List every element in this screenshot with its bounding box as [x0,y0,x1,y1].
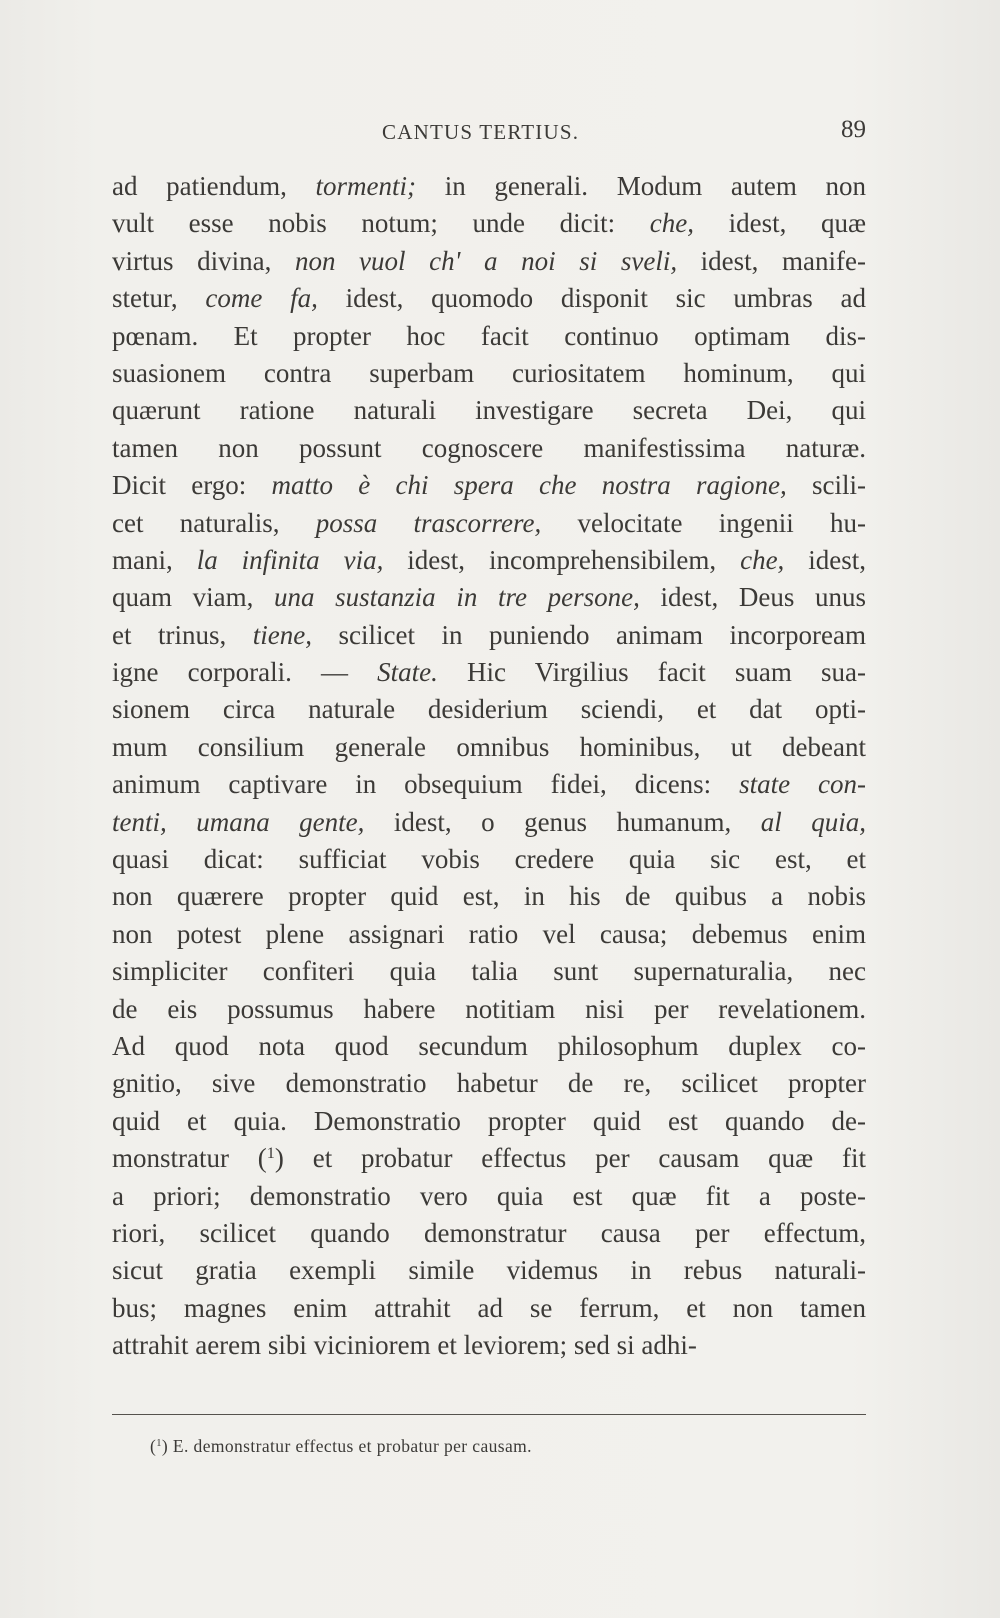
text-segment: idest, quomodo disponit sic umbras ad [317,283,866,314]
italic-quote: tormenti; [315,171,417,201]
text-segment: a priori; demonstratio vero quia est quæ fit a poste- [112,1180,866,1211]
text-segment: virtus divina, [112,245,295,276]
text-line [112,841,866,878]
text-segment: non quærere propter quid est, in his de quibus a nobis [112,881,866,912]
text-segment: idest, o genus humanum, [364,806,761,837]
text-segment: Dicit ergo: [112,470,272,501]
text-segment: mum consilium generale omnibus hominibus, ut debeant [112,731,866,762]
text-segment: ad patiendum, [112,171,316,201]
text-segment: monstratur ( [112,1143,267,1174]
text-segment: idest, [784,544,866,575]
text-line [112,878,866,915]
text-line [112,729,866,766]
body-text [112,168,866,1365]
text-line [112,991,866,1028]
italic-quote: non vuol ch' a noi si sveli, [294,245,678,276]
text-segment: sionem circa naturale desiderium sciendi, et dat opti- [112,694,866,725]
text-segment: de eis possumus habere notitiam nisi per revelationem. [112,993,866,1024]
italic-quote: State. [377,657,438,688]
footnote-ref: 1 [266,1144,275,1163]
text-line [112,617,866,654]
text-segment: sicut gratia exempli simile videmus in rebus naturali- [112,1255,866,1286]
text-line [112,243,866,280]
page-number: 89 [841,116,866,143]
italic-quote: come fa, [205,283,318,314]
italic-quote: che, [649,208,694,239]
text-line [112,467,866,504]
text-segment: velocitate ingenii hu- [541,507,866,538]
text-segment: gnitio, sive demonstratio habetur de re, scilicet propter [112,1068,866,1099]
text-line [112,505,866,542]
text-segment: Ad quod nota quod secundum philosophum duplex co- [112,1030,866,1061]
text-line [112,1327,866,1364]
text-segment: cet naturalis, [112,507,316,538]
text-segment: Hic Virgilius facit suam sua- [437,657,866,688]
text-segment: idest, Deus unus [639,582,866,613]
text-line [112,1215,866,1252]
text-segment: tamen non possunt cognoscere manifestissima naturæ. [112,432,866,463]
text-line [112,430,866,467]
text-segment: in generali. Modum autem non [416,171,866,201]
text-segment: attrahit aerem sibi viciniorem et leviorem; sed si adhi- [112,1330,697,1361]
text-line [112,318,866,355]
text-segment: mani, [112,544,197,575]
italic-quote: al quia, [760,806,866,837]
text-line [112,1178,866,1215]
text-segment: idest, incomprehensibilem, [383,544,741,575]
text-line [112,392,866,429]
text-line [112,205,866,242]
italic-quote: possa trascorrere, [315,507,542,538]
text-line [112,1290,866,1327]
text-segment: stetur, [112,283,206,314]
text-segment: ) et probatur effectus per causam quæ fit [274,1143,866,1174]
text-line [112,691,866,728]
running-head-title: CANTUS TERTIUS. [382,120,580,144]
italic-quote: tenti, umana gente, [112,806,365,837]
text-line [112,1065,866,1102]
text-line [112,1103,866,1140]
text-segment: pœnam. Et propter hoc facit continuo optimam dis- [112,320,866,351]
italic-quote: matto è chi spera che nostra ragione, [271,470,787,501]
text-line [112,1140,866,1177]
italic-quote: state con- [739,769,866,800]
text-line [112,280,866,317]
text-line [112,953,866,990]
italic-quote: la infinita via, [196,544,384,575]
text-segment: quærunt ratione naturali investigare secreta Dei, qui [112,395,866,426]
text-line [112,916,866,953]
text-segment: animum captivare in obsequium fidei, dicens: [112,769,740,800]
text-segment: riori, scilicet quando demonstratur causa per effectum, [112,1217,866,1248]
text-segment: idest, quæ [693,208,866,239]
footnote-rule [112,1414,866,1415]
text-segment: bus; magnes enim attrahit ad se ferrum, et non tamen [112,1292,866,1323]
text-segment: quid et quia. Demonstratio propter quid est quando de- [112,1105,866,1136]
italic-quote: tiene, [252,619,313,650]
text-segment: vult esse nobis notum; unde dicit: [112,208,650,239]
running-head [112,116,866,150]
text-line [112,766,866,803]
text-line [112,804,866,841]
text-line [112,579,866,616]
footnote: ($^1$) E. demonstratur effectus et probatur per causam. [150,1436,532,1456]
italic-quote: una sustanzia in tre persone, [274,582,640,613]
text-line [112,542,866,579]
text-line [112,654,866,691]
text-segment: quam viam, [112,582,275,613]
text-segment: scilicet in puniendo animam incorpoream [312,619,866,650]
footnote-text: E. demonstratur effectus et probatur per causam. [172,1436,532,1456]
text-line [112,168,866,205]
text-segment: et trinus, [112,619,253,650]
text-segment: igne corporali. — [112,657,378,688]
text-line [112,1028,866,1065]
text-segment: quasi dicat: sufficiat vobis credere quia sic est, et [112,844,866,875]
text-line [112,355,866,392]
italic-quote: che, [740,544,785,575]
text-segment: suasionem contra superbam curiositatem hominum, qui [112,357,866,388]
text-segment: scili- [786,470,866,501]
text-segment: simpliciter confiteri quia talia sunt supernaturalia, nec [112,956,866,987]
footnote-mark: 1 [156,1438,162,1450]
text-segment: idest, manife- [677,245,866,276]
text-line [112,1252,866,1289]
text-segment: non potest plene assignari ratio vel causa; debemus enim [112,918,866,949]
